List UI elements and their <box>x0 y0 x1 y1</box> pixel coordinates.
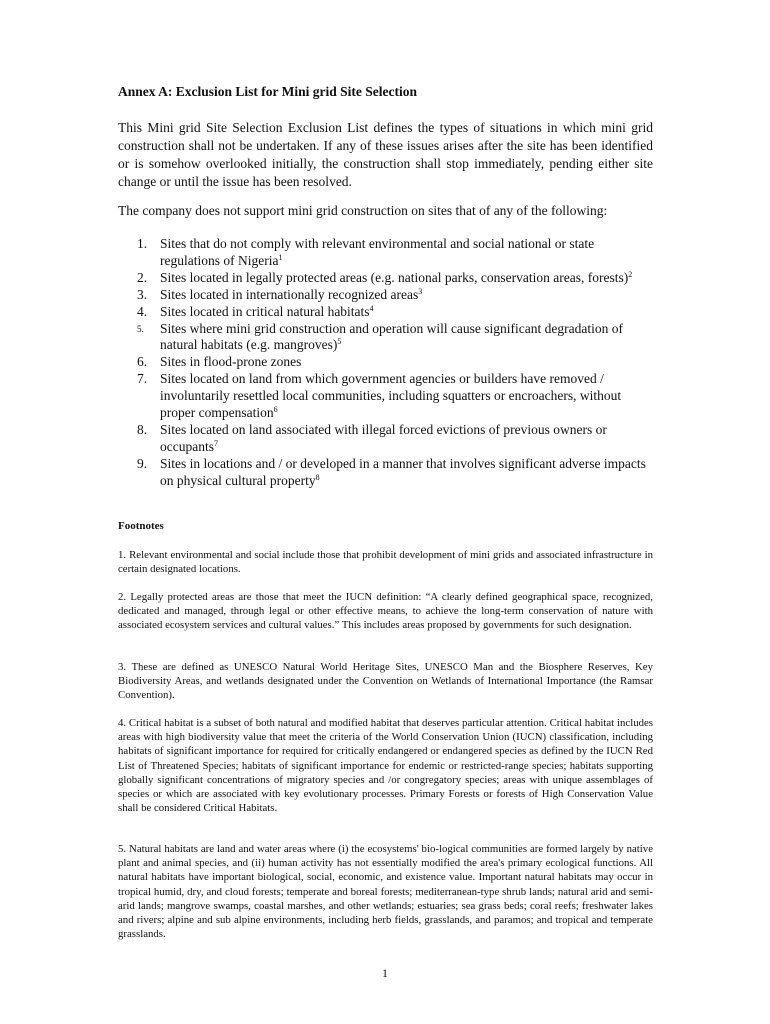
footnotes-heading: Footnotes <box>118 520 164 532</box>
item-text: Sites located on land associated with illegal forced evictions of previous owners or occupants <box>160 421 607 454</box>
footnote-4: 4. Critical habitat is a subset of both natural and modified habitat that deserves particular attention. Critical habitat includes areas with high biodiversity value that meet the criteria of the World Conservation Union (IUCN) classification, including habitats of significant importance for required for critically endangered or endangered species as defined by the IUCN Red List of Threatened Species; habitats of significant importance for endemic or restricted-range species; habitats supporting globally significant concentrations of migratory species and /or congregatory species; areas with unique assemblages of species or which are associated with key evolutionary processes. Primary Forests or forests of High Conservation Value shall be considered Critical Habitats. <box>118 717 653 815</box>
footnote-ref: 4 <box>369 303 374 313</box>
item-text: Sites in locations and / or developed in a manner that involves significant adverse impacts on physical cultural property <box>160 455 646 488</box>
exclusion-item <box>137 236 653 270</box>
footnote-ref: 1 <box>278 252 283 262</box>
exclusion-item <box>137 371 653 422</box>
exclusion-item <box>137 422 653 456</box>
footnote-5: 5. Natural habitats are land and water areas where (i) the ecosystems' bio-logical communities are formed largely by native plant and animal species, and (ii) human activity has not essentially modified the area's primary ecological functions. All natural habitats have important biological, social, economic, and existence value. Important natural habitats may occur in tropical humid, dry, and cloud forests; temperate and boreal forests; mediterranean-type shrub lands; natural arid and semi-arid lands; mangrove swamps, coastal marshes, and other wetlands; estuaries; sea grass beds; coral reefs; freshwater lakes and rivers; alpine and sub alpine environments, including herb fields, grasslands, and paramos; and tropical and temperate grasslands. <box>118 843 653 941</box>
item-number: 8. <box>137 421 148 437</box>
item-text: Sites in flood-prone zones <box>160 354 302 370</box>
item-text: Sites located on land from which government agencies or builders have removed / involuntarily resettled local communities, including squatters or encroachers, without proper compensation <box>160 371 622 421</box>
footnote-2: 2. Legally protected areas are those that meet the IUCN definition: “A clearly defined geographical space, recognized, dedicated and managed, through legal or other effective means, to achieve the long-term conservation of nature with associated ecosystem services and cultural values.” This includes areas proposed by governments for such designation. <box>118 591 653 632</box>
item-text: Sites that do not comply with relevant environmental and social national or state regulations of Nigeria <box>160 236 595 268</box>
footnote-ref: 5 <box>337 337 342 347</box>
item-text: Sites located in internationally recognized areas <box>160 286 419 302</box>
exclusion-item <box>137 456 653 490</box>
exclusion-item <box>137 270 653 287</box>
exclusion-list <box>137 236 653 490</box>
intro-paragraph: This Mini grid Site Selection Exclusion List defines the types of situations in which mini grid construction shall not be undertaken. If any of these issues arises after the site has been identified or is somehow overlooked initially, the construction shall stop immediately, pending either site change or until the issue has been resolved. <box>118 120 653 189</box>
item-number: 3. <box>137 286 148 302</box>
exclusion-item <box>137 354 653 371</box>
exclusion-item <box>137 304 653 321</box>
footnote-ref: 6 <box>273 405 278 415</box>
item-number: 7. <box>137 371 148 387</box>
item-text: Sites where mini grid construction and operation will cause significant degradation of natural habitats (e.g. mangroves) <box>160 320 624 353</box>
footnote-1: 1. Relevant environmental and social include those that prohibit development of mini grids and associated infrastructure in certain designated locations. <box>118 549 653 576</box>
exclusion-item <box>137 287 653 304</box>
item-number: 1. <box>137 236 148 251</box>
item-number: 5. <box>137 323 144 334</box>
item-number: 2. <box>137 269 148 285</box>
item-text: Sites located in critical natural habitats <box>160 303 370 319</box>
item-number: 4. <box>137 303 148 319</box>
item-text: Sites located in legally protected areas (e.g. national parks, conservation areas, forests) <box>160 269 629 285</box>
page-number: 1 <box>382 966 388 980</box>
footnote-ref: 3 <box>418 286 423 296</box>
item-number: 9. <box>137 455 148 471</box>
footnote-ref: 7 <box>213 438 218 448</box>
footnote-ref: 8 <box>315 472 320 482</box>
annex-heading: Annex A: Exclusion List for Mini grid Site Selection <box>118 84 418 99</box>
item-number: 6. <box>137 354 148 370</box>
footnote-3: 3. These are defined as UNESCO Natural World Heritage Sites, UNESCO Man and the Biosphere Reserves, Key Biodiversity Areas, and wetlands designated under the Convention on Wetlands of International Importance (the Ramsar Convention). <box>118 661 653 702</box>
footnote-ref: 2 <box>628 269 633 279</box>
exclusion-item <box>137 321 653 355</box>
support-statement: The company does not support mini grid construction on sites that of any of the following: <box>118 203 608 218</box>
